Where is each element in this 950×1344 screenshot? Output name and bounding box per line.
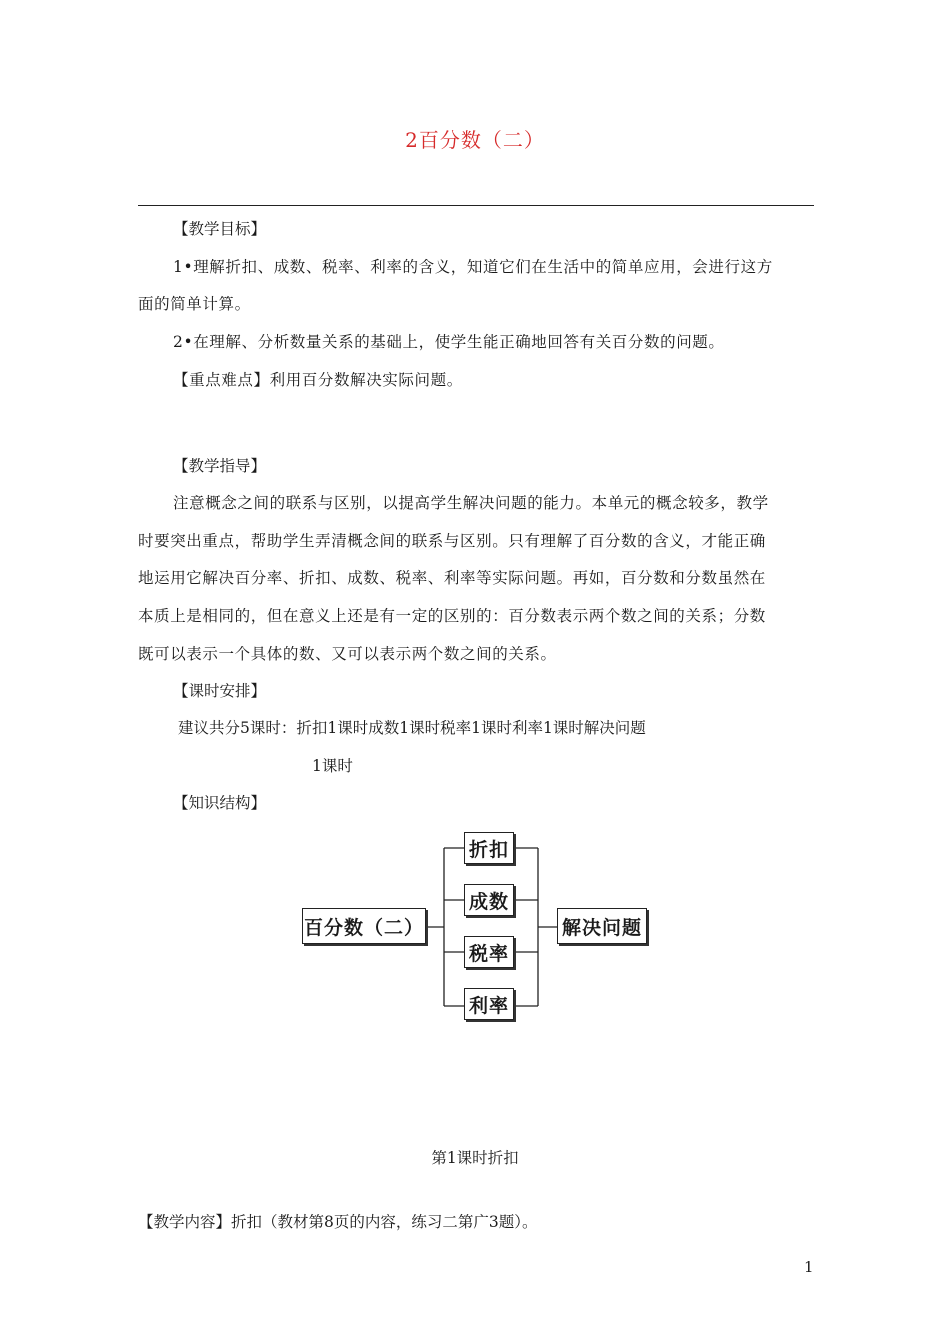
guidance-heading: 【教学指导】: [173, 457, 267, 475]
diagram-branch-proportion: 成数: [464, 884, 514, 916]
diagram-result-box: 解决问题: [557, 908, 647, 944]
goal-1-line-1: 1•理解折扣、成数、税率、利率的含义，知道它们在生活中的简单应用，会进行这方: [173, 258, 773, 276]
schedule-line-1: 建议共分5课时：折扣1课时成数1课时税率1课时利率1课时解决问题: [178, 719, 646, 737]
guidance-line-2: 时要突出重点，帮助学生弄清概念间的联系与区别。只有理解了百分数的含义，才能正确: [138, 532, 766, 550]
diagram-root-box: 百分数（二）: [302, 908, 426, 944]
lesson-title: 第1课时折扣: [431, 1149, 519, 1167]
diagram-branch-tax-rate: 税率: [464, 936, 514, 968]
guidance-line-4: 本质上是相同的，但在意义上还是有一定的区别的：百分数表示两个数之间的关系；分数: [138, 607, 766, 625]
structure-heading: 【知识结构】: [173, 794, 267, 812]
diagram-branch-discount: 折扣: [464, 832, 514, 864]
diagram-branch-interest-rate: 利率: [464, 988, 514, 1020]
teaching-content: 【教学内容】折扣（教材第8页的内容，练习二第广3题）。: [138, 1213, 538, 1231]
schedule-line-2: 1课时: [312, 757, 353, 775]
goal-1-line-2: 面的简单计算。: [138, 295, 251, 313]
schedule-heading: 【课时安排】: [173, 682, 267, 700]
guidance-line-1: 注意概念之间的联系与区别，以提高学生解决问题的能力。本单元的概念较多，教学: [173, 494, 769, 512]
goal-2: 2•在理解、分析数量关系的基础上，使学生能正确地回答有关百分数的问题。: [173, 333, 725, 351]
knowledge-structure-diagram: [300, 822, 652, 1022]
document-title: 2百分数（二）: [405, 128, 545, 152]
page-number: 1: [804, 1258, 814, 1276]
teaching-goals-heading: 【教学目标】: [173, 220, 267, 238]
header-divider: [138, 205, 814, 206]
key-point: 【重点难点】利用百分数解决实际问题。: [173, 371, 463, 389]
guidance-line-3: 地运用它解决百分率、折扣、成数、税率、利率等实际问题。再如，百分数和分数虽然在: [138, 569, 766, 587]
guidance-line-5: 既可以表示一个具体的数、又可以表示两个数之间的关系。: [138, 645, 557, 663]
